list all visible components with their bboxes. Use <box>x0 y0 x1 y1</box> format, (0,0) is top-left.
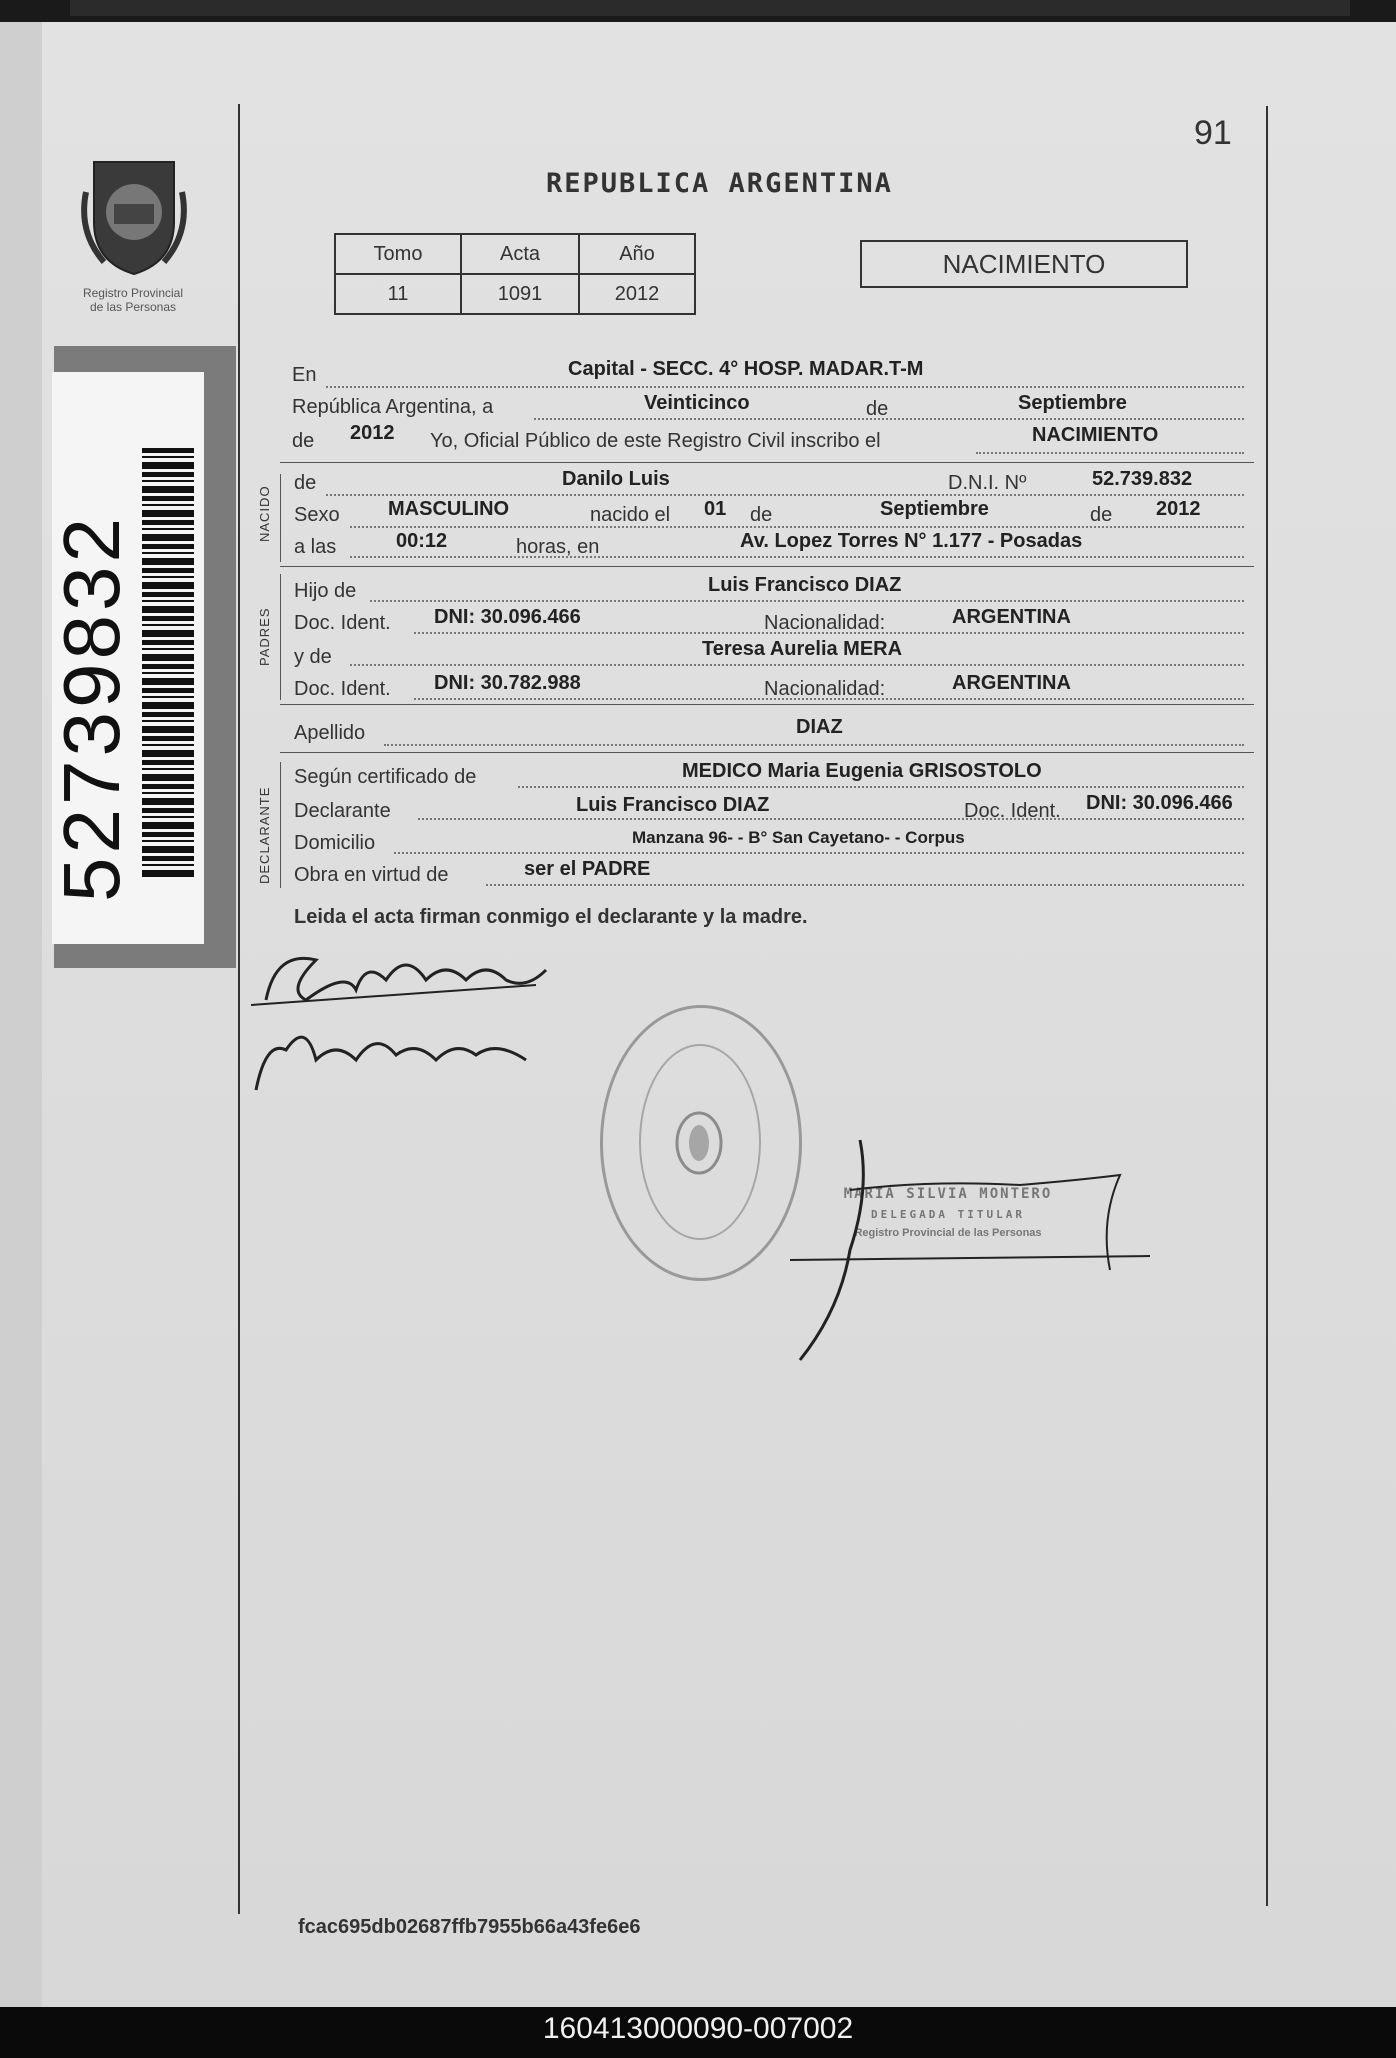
label-doc-madre: Doc. Ident. <box>294 678 391 700</box>
value-obra: ser el PADRE <box>524 858 651 880</box>
left-page-edge <box>0 22 42 2007</box>
section-label-nacido: NACIDO <box>257 485 272 542</box>
label-nac-de2: de <box>1090 504 1113 526</box>
dotline-certificado <box>518 786 1244 788</box>
label-obra: Obra en virtud de <box>294 864 449 886</box>
registry-table-header <box>335 234 695 274</box>
barcode-number: 52739832 <box>47 514 136 902</box>
label-apellido: Apellido <box>294 722 366 744</box>
label-nombre: de <box>294 472 317 494</box>
label-en: En <box>292 364 317 386</box>
dotline-nombre <box>326 494 1244 496</box>
value-madre: Teresa Aurelia MERA <box>702 638 903 660</box>
coat-of-arms-icon <box>669 1108 729 1178</box>
dotline-apellido <box>384 744 1244 746</box>
label-doc-declarante: Doc. Ident. <box>964 800 1061 822</box>
value-inscribo: NACIMIENTO <box>1032 424 1159 446</box>
table-header-anio: Año <box>579 234 695 274</box>
value-padre: Luis Francisco DIAZ <box>708 574 902 596</box>
divider-4 <box>280 752 1254 753</box>
barcode-bars <box>142 448 194 878</box>
label-certificado: Según certificado de <box>294 766 477 788</box>
value-nac-dia: 01 <box>704 498 727 520</box>
label-nacionalidad-padre: Nacionalidad: <box>764 612 886 634</box>
logo-caption <box>58 286 208 314</box>
value-apellido: DIAZ <box>796 716 843 738</box>
value-nacionalidad-madre: ARGENTINA <box>952 672 1071 694</box>
value-sexo: MASCULINO <box>388 498 510 520</box>
section-label-padres: PADRES <box>257 607 272 666</box>
table-header-tomo: Tomo <box>335 234 461 274</box>
declarante-bracket <box>280 762 281 888</box>
divider-2 <box>280 566 1254 567</box>
stamp-line1: MARIA SILVIA MONTERO <box>843 1186 1053 1202</box>
label-doc-padre: Doc. Ident. <box>294 612 391 634</box>
dotline-hora <box>350 556 1244 558</box>
value-lugar-inscripcion: Capital - SECC. 4° HOSP. MADAR.T-M <box>568 358 924 380</box>
table-header-acta: Acta <box>461 234 579 274</box>
label-declarante: Declarante <box>294 800 391 822</box>
value-domicilio: Manzana 96- - B° San Cayetano- - Corpus <box>632 828 965 847</box>
label-hijo-de: Hijo de <box>294 580 357 602</box>
shield-icon <box>74 152 194 282</box>
label-y-de: y de <box>294 646 332 668</box>
country-title: REPUBLICA ARGENTINA <box>546 168 893 199</box>
label-domicilio: Domicilio <box>294 832 376 854</box>
label-oficial-texto: Yo, Oficial Público de este Registro Civil inscribo el <box>430 430 881 452</box>
value-nac-anio: 2012 <box>1156 498 1201 520</box>
value-dia: Veinticinco <box>644 392 750 414</box>
closing-text: Leida el acta firman conmigo el declarante y la madre. <box>294 906 808 928</box>
value-nacionalidad-padre: ARGENTINA <box>952 606 1071 628</box>
value-doc-padre: DNI: 30.096.466 <box>434 606 581 628</box>
padres-bracket <box>280 574 281 700</box>
divider-3 <box>280 704 1254 705</box>
value-nac-mes: Septiembre <box>880 498 989 520</box>
label-nac-de: de <box>750 504 773 526</box>
registry-logo <box>74 152 194 282</box>
dotline-en <box>326 386 1244 388</box>
value-doc-madre: DNI: 30.782.988 <box>434 672 581 694</box>
official-signature <box>780 1130 1160 1370</box>
value-doc-declarante: DNI: 30.096.466 <box>1086 792 1233 814</box>
page-number: 91 <box>1194 114 1232 152</box>
label-nacido-el: nacido el <box>590 504 671 526</box>
signatures-handwritten <box>246 930 566 1100</box>
dotline-declarante <box>418 818 1244 820</box>
value-hora: 00:12 <box>396 530 448 552</box>
value-lugar-nacimiento: Av. Lopez Torres N° 1.177 - Posadas <box>740 530 1083 552</box>
logo-caption-line1: Registro Provincial <box>82 286 184 300</box>
dotline-madre <box>350 664 1244 666</box>
registry-table <box>334 233 696 315</box>
left-margin-line <box>238 104 240 1914</box>
label-nacionalidad-madre: Nacionalidad: <box>764 678 886 700</box>
value-mes: Septiembre <box>1018 392 1127 414</box>
label-a-las: a las <box>294 536 337 558</box>
value-declarante: Luis Francisco DIAZ <box>576 794 770 816</box>
nacido-bracket <box>280 474 281 562</box>
dotline-obra <box>486 884 1244 886</box>
label-republica: República Argentina, a <box>292 396 494 418</box>
dotline-padre <box>370 600 1244 602</box>
dotline-domicilio <box>394 852 1244 854</box>
record-type-box: NACIMIENTO <box>860 240 1188 288</box>
divider-1 <box>280 462 1254 463</box>
label-horas-en: horas, en <box>516 536 600 558</box>
value-anio: 2012 <box>350 422 395 444</box>
section-label-declarante: DECLARANTE <box>257 786 272 884</box>
table-value-tomo: 11 <box>335 274 461 314</box>
right-margin-line <box>1266 106 1268 1906</box>
registry-table-row <box>335 274 695 314</box>
label-de-anio: de <box>292 430 315 452</box>
table-value-acta: 1091 <box>461 274 579 314</box>
official-seal <box>600 1005 802 1281</box>
dotline-inscribo <box>976 452 1244 454</box>
stamp-line3: Registro Provincial de las Personas <box>854 1227 1042 1239</box>
label-de-mes: de <box>866 398 889 420</box>
label-dni: D.N.I. Nº <box>948 472 1027 494</box>
stamp-line2: DELEGADA TITULAR <box>871 1208 1025 1221</box>
top-shadow <box>70 0 1350 16</box>
table-value-anio: 2012 <box>579 274 695 314</box>
value-certificado: MEDICO Maria Eugenia GRISOSTOLO <box>682 760 1042 782</box>
value-dni: 52.739.832 <box>1092 468 1193 490</box>
logo-caption-line2: de las Personas <box>89 300 177 314</box>
value-nombre: Danilo Luis <box>562 468 670 490</box>
label-sexo: Sexo <box>294 504 340 526</box>
dotline-fecha <box>534 418 1244 420</box>
document-hash: fcac695db02687ffb7955b66a43fe6e6 <box>298 1916 641 1938</box>
footer-id: 160413000090-007002 <box>542 2012 854 2045</box>
